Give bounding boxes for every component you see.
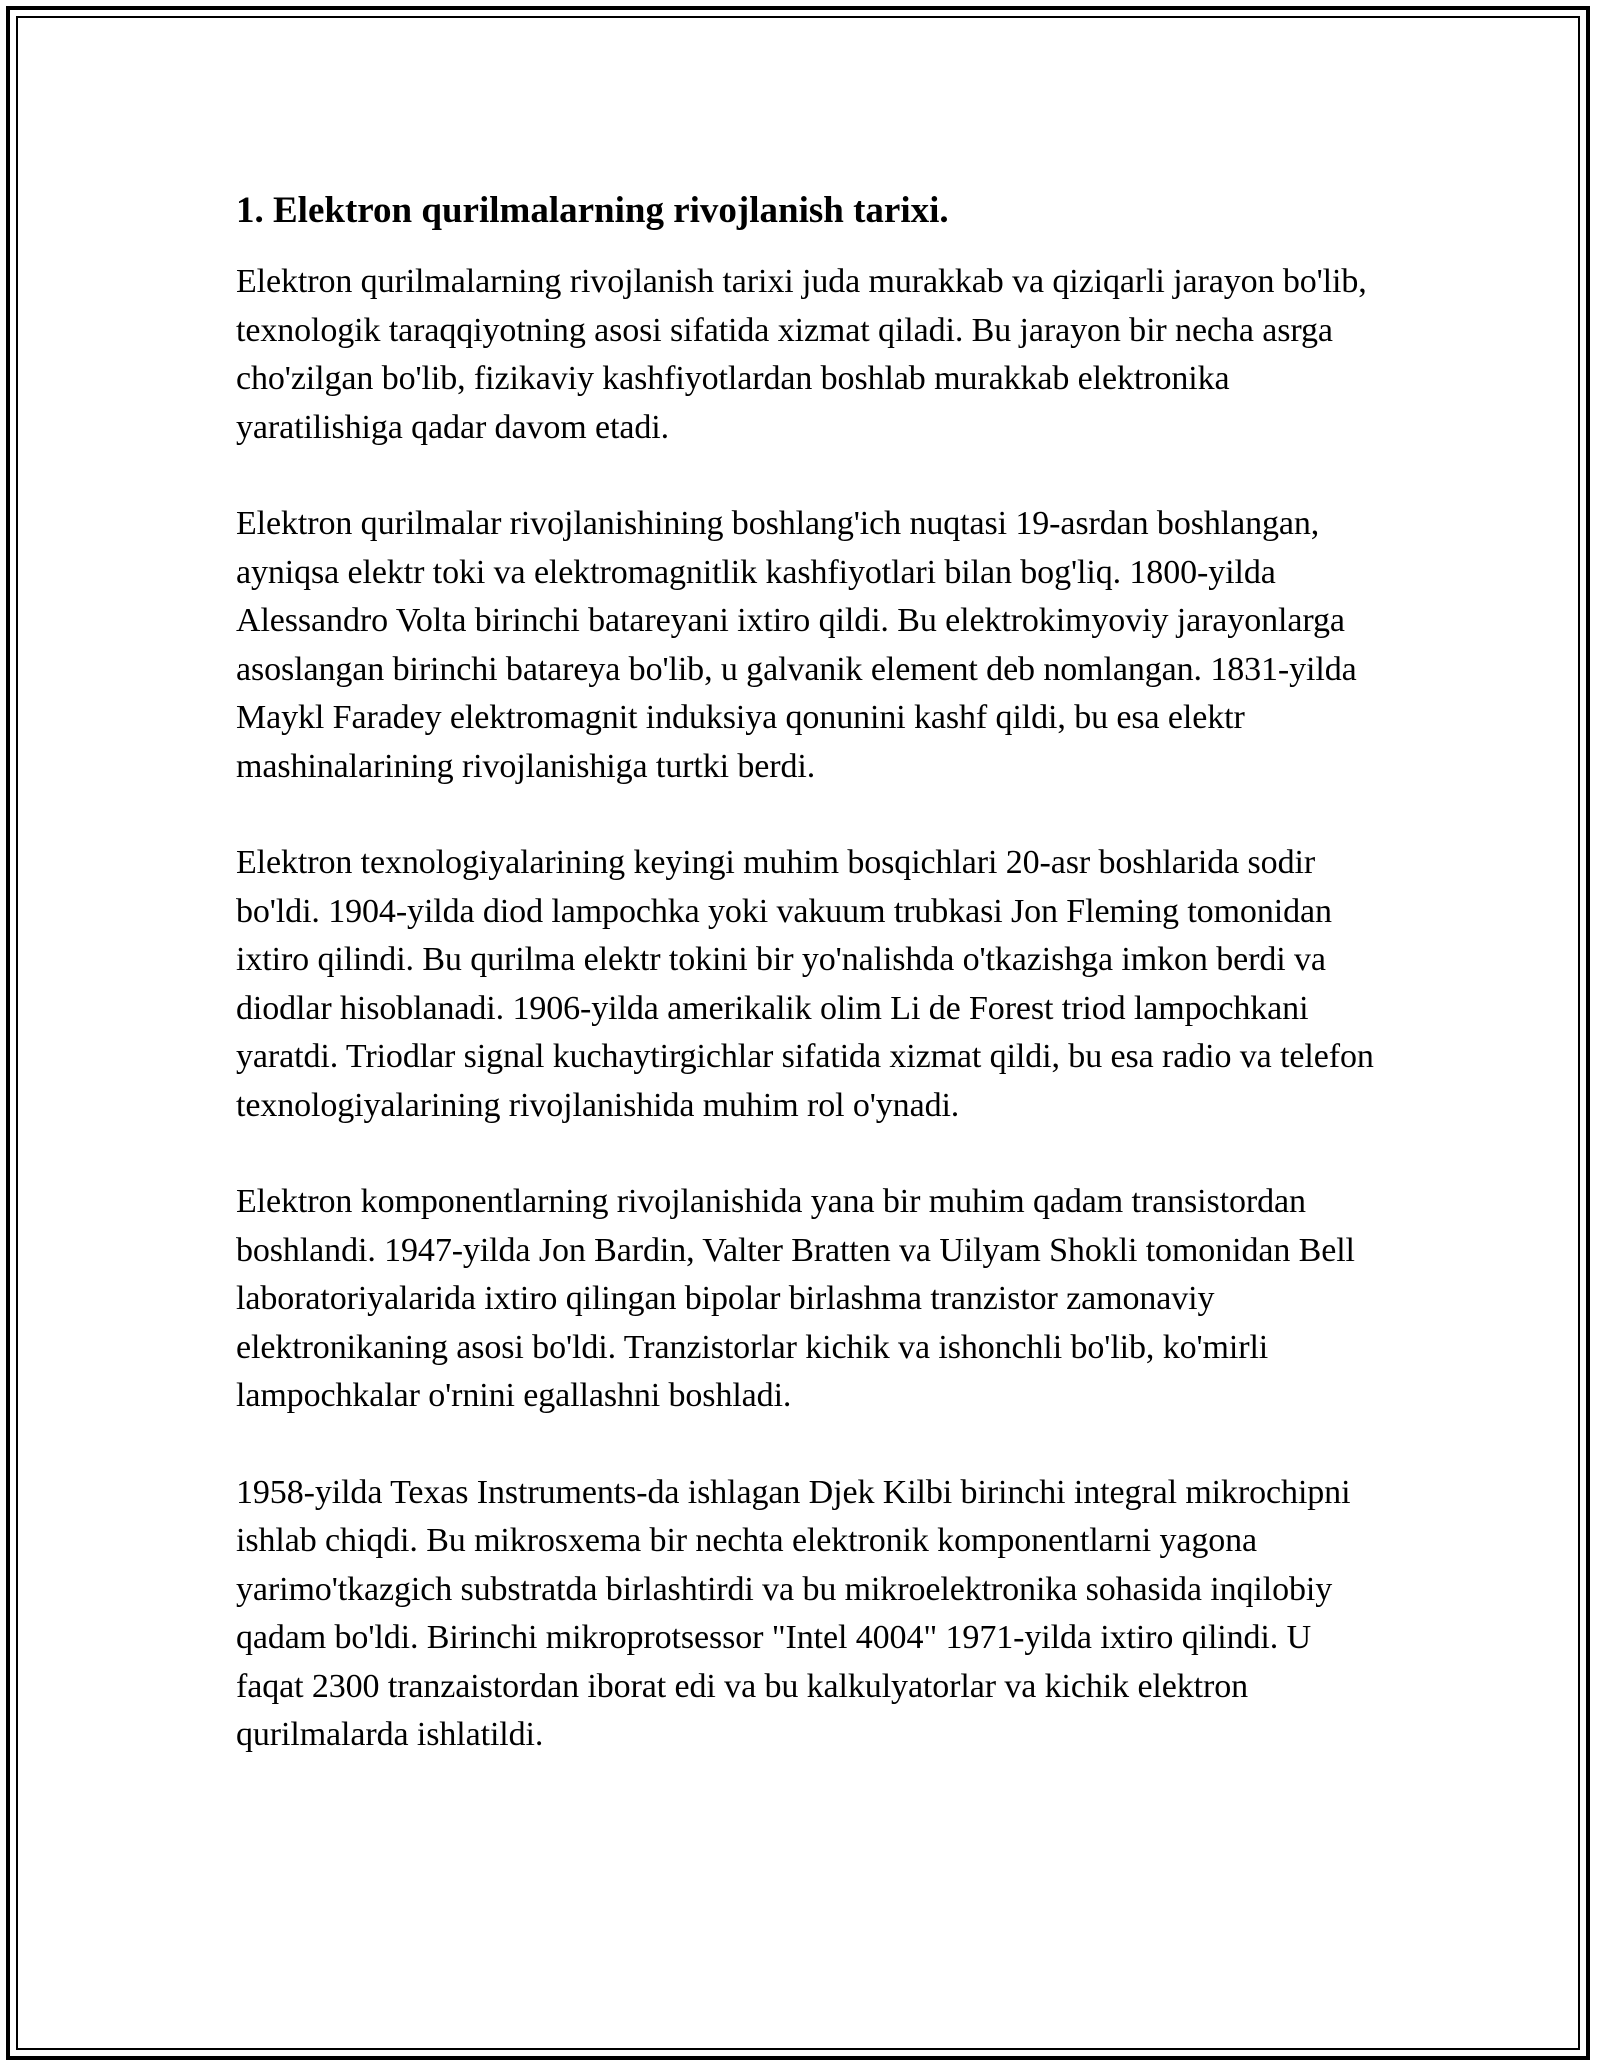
paragraph-5: 1958-yilda Texas Instruments-da ishlagan Djek Kilbi birinchi integral mikrochipni ishlab chiqdi. Bu mikrosxema bir nechta elektronik komponentlarni yagona yarimo'tkazgich substratda birlashtirdi va bu mikroelektronika sohasida inqilobiy qadam bo'ldi. Birinchi mikroprotsessor "Intel 4004" 1971-yilda ixtiro qilindi. U faqat 2300 tranzaistordan iborat edi va bu kalkulyatorlar va kichik elektron qurilmalarda ishlatildi. [236,1473,1351,1753]
paragraph-4: Elektron komponentlarning rivojlanishida yana bir muhim qadam transistordan boshlandi. 1947-yilda Jon Bardin, Valter Bratten va Uilyam Shokli tomonidan Bell laboratoriyalarida ixtiro qilingan bipolar birlashma tranzistor zamonaviy elektronikaning asosi bo'ldi. Tranzistorlar kichik va ishonchli bo'lib, ko'mirli lampochkalar o'rnini egallashni boshladi. [236,1183,1355,1414]
paragraph-3: Elektron texnologiyalarining keyingi muhim bosqichlari 20-asr boshlarida sodir bo'ldi. 1904-yilda diod lampochka yoki vakuum trubkasi Jon Fleming tomonidan ixtiro qilindi. Bu qurilma elektr tokini bir yo'nalishda o'tkazishga imkon berdi va diodlar hisoblanadi. 1906-yilda amerikalik olim Li de Forest triod lampochkani yaratdi. Triodlar signal kuchaytirgichlar sifatida xizmat qildi, bu esa radio va telefon texnologiyalarining rivojlanishida muhim rol o'ynadi. [236,844,1374,1124]
paragraph-1: Elektron qurilmalarning rivojlanish tarixi juda murakkab va qiziqarli jarayon bo'lib, texnologik taraqqiyotning asosi sifatida xizmat qiladi. Bu jarayon bir necha asrga cho'zilgan bo'lib, fizikaviy kashfiyotlardan boshlab murakkab elektronika yaratilishiga qadar davom etadi. [236,263,1367,446]
section-heading: 1. Elektron qurilmalarning rivojlanish tarixi. [236,190,949,231]
document-body [236,186,1376,1808]
paragraph-2: Elektron qurilmalar rivojlanishining boshlang'ich nuqtasi 19-asrdan boshlangan, ayniqsa elektr toki va elektromagnitlik kashfiyotlari bilan bog'liq. 1800-yilda Alessandro Volta birinchi batareyani ixtiro qildi. Bu elektrokimyoviy jarayonlarga asoslangan birinchi batareya bo'lib, u galvanik element deb nomlangan. 1831-yilda Maykl Faradey elektromagnit induksiya qonunini kashf qildi, bu esa elektr mashinalarining rivojlanishiga turtki berdi. [236,505,1357,785]
